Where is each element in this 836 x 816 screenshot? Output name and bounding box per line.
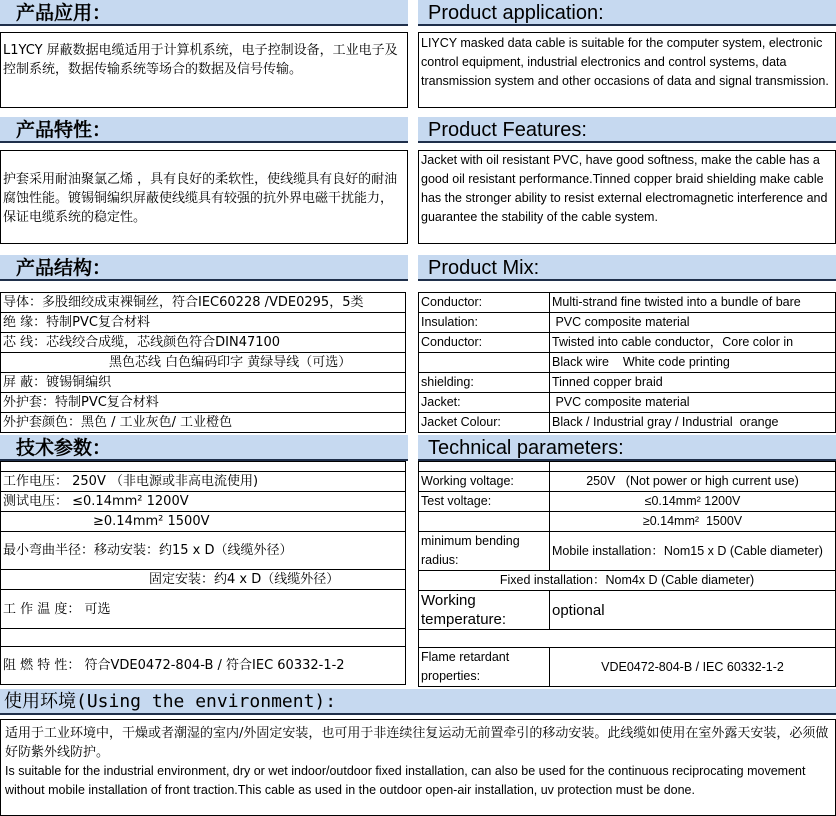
tech-en-value: Fixed installation：Nom4x D (Cable diameter) <box>419 571 836 591</box>
tech-en-value <box>550 462 836 472</box>
mix-en-value: Multi-strand fine twisted into a bundle of bare <box>550 293 836 313</box>
application-zh-text: L1YCY 屏蔽数据电缆适用于计算机系统，电子控制设备，工业电子及控制系统，数据传输系统等场合的数据及信号传输。 <box>0 32 408 108</box>
table-row <box>1 393 406 413</box>
table-row <box>1 333 406 353</box>
tech-zh-cell: 最小弯曲半径：移动安装：约15 x D（线缆外径） <box>1 532 406 570</box>
table-row <box>419 571 836 591</box>
table-row <box>1 590 406 629</box>
tech-en-value: ≤0.14mm² 1200V <box>550 492 836 512</box>
table-row <box>419 462 836 472</box>
tech-zh-cell: 固定安装：约4 x D（线缆外径） <box>1 570 406 590</box>
table-row <box>1 512 406 532</box>
environment-zh-text: 适用于工业环境中，干燥或者潮湿的室内/外固定安装，也可用于非连续往复运动无前置牵引的移动安装。此线缆如使用在室外露天安装，必须做好防紫外线防护。 <box>5 726 829 760</box>
tech-en-value <box>419 630 836 648</box>
tech-zh-cell: 工作电压： 250V （非电源或非高电流使用) <box>1 472 406 492</box>
mix-en-value: PVC composite material <box>550 393 836 413</box>
environment-en-text: Is suitable for the industrial environment, dry or wet indoor/outdoor fixed installation, can also be used for the continuous reciprocating movement without mobile installation of front traction.This cable as used in the outdoor open-air installation, uv protection must be done. <box>5 764 806 797</box>
mix-en-label: Conductor: <box>419 293 550 313</box>
features-en-heading: Product Features: <box>418 117 836 143</box>
mix-zh-cell: 芯 线：芯线绞合成缆，芯线颜色符合DIN47100 <box>1 333 406 353</box>
table-row <box>419 313 836 333</box>
mix-en-value: Tinned copper braid <box>550 373 836 393</box>
mix-zh-cell: 绝 缘：特制PVC复合材料 <box>1 313 406 333</box>
table-row <box>419 492 836 512</box>
table-row <box>1 472 406 492</box>
table-row <box>419 393 836 413</box>
table-row <box>419 413 836 433</box>
table-row <box>419 472 836 492</box>
tech-zh-table <box>0 461 406 685</box>
table-row <box>1 647 406 685</box>
tech-zh-cell: 阻 燃 特 性： 符合VDE0472-804-B / 符合IEC 60332-1-2 <box>1 647 406 685</box>
table-row <box>419 512 836 532</box>
mix-zh-cell: 屏 蔽：镀锡铜编织 <box>1 373 406 393</box>
table-row <box>419 373 836 393</box>
mix-zh-cell: 黑色芯线 白色编码印字 黄绿导线（可选） <box>1 353 406 373</box>
features-zh-text: 护套采用耐油聚氯乙烯 ，具有良好的柔软性，使线缆具有良好的耐油腐蚀性能。镀锡铜编织屏蔽使线缆具有较强的抗外界电磁干扰能力，保证电缆系统的稳定性。 <box>0 150 408 244</box>
tech-en-label: minimum bending radius: <box>419 532 550 571</box>
tech-zh-cell <box>1 629 406 647</box>
tech-zh-cell: 测试电压： ≤0.14mm² 1200V <box>1 492 406 512</box>
table-row <box>1 293 406 313</box>
table-row <box>419 532 836 571</box>
environment-heading: 使用环境(Using the environment): <box>0 689 836 715</box>
mix-zh-cell: 外护套颜色：黑色 / 工业灰色/ 工业橙色 <box>1 413 406 433</box>
mix-en-value: Black / Industrial gray / Industrial orange <box>550 413 836 433</box>
table-row <box>419 293 836 313</box>
mix-en-heading: Product Mix: <box>418 255 836 281</box>
tech-en-label: Test voltage: <box>419 492 550 512</box>
features-zh-heading: 产品特性： <box>0 117 408 143</box>
tech-en-value: 250V (Not power or high current use) <box>550 472 836 492</box>
tech-en-label <box>419 512 550 532</box>
table-row <box>419 648 836 687</box>
table-row <box>1 570 406 590</box>
mix-en-label: shielding: <box>419 373 550 393</box>
table-row <box>1 629 406 647</box>
tech-en-value: optional <box>550 591 836 630</box>
table-row <box>419 353 836 373</box>
mix-en-value: Twisted into cable conductor，Core color in <box>550 333 836 353</box>
table-row <box>1 492 406 512</box>
mix-en-label <box>419 353 550 373</box>
tech-en-value: Mobile installation：Nom15 x D (Cable diameter) <box>550 532 836 571</box>
application-en-heading: Product application: <box>418 0 836 26</box>
tech-en-value: ≥0.14mm² 1500V <box>550 512 836 532</box>
tech-en-table <box>418 461 836 687</box>
mix-en-value: PVC composite material <box>550 313 836 333</box>
table-row <box>1 413 406 433</box>
tech-en-label <box>419 462 550 472</box>
table-row <box>1 532 406 570</box>
tech-zh-cell: 工 作 温 度： 可选 <box>1 590 406 629</box>
table-row <box>419 333 836 353</box>
mix-zh-table <box>0 292 406 433</box>
mix-en-label: Conductor: <box>419 333 550 353</box>
mix-en-label: Insulation: <box>419 313 550 333</box>
application-zh-heading: 产品应用： <box>0 0 408 26</box>
table-row <box>1 353 406 373</box>
application-en-text: LIYCY masked data cable is suitable for the computer system, electronic control equipment, industrial electronics and control systems, data transmission system and other occasions of data and signal transmission. <box>418 32 836 108</box>
table-row <box>419 591 836 630</box>
table-row <box>1 373 406 393</box>
tech-en-label: Flame retardant properties: <box>419 648 550 687</box>
mix-en-value: Black wire White code printing <box>550 353 836 373</box>
tech-en-heading: Technical parameters: <box>418 435 836 461</box>
tech-en-label: Working temperature: <box>419 591 550 630</box>
tech-en-value: VDE0472-804-B / IEC 60332-1-2 <box>550 648 836 687</box>
table-row <box>1 313 406 333</box>
table-row <box>1 462 406 472</box>
mix-zh-cell: 导体：多股细绞成束裸铜丝，符合IEC60228 /VDE0295，5类 <box>1 293 406 313</box>
tech-zh-cell <box>1 462 406 472</box>
mix-zh-cell: 外护套：特制PVC复合材料 <box>1 393 406 413</box>
mix-zh-heading: 产品结构： <box>0 255 408 281</box>
mix-en-label: Jacket Colour: <box>419 413 550 433</box>
tech-zh-cell: ≥0.14mm² 1500V <box>1 512 406 532</box>
table-row <box>419 630 836 648</box>
mix-en-table <box>418 292 836 433</box>
features-en-text: Jacket with oil resistant PVC, have good softness, make the cable has a good oil resistant performance.Tinned copper braid shielding make cable has the stronger ability to resist external electromagnetic interference and guarantee the stability of the cable system. <box>418 150 836 244</box>
tech-en-label: Working voltage: <box>419 472 550 492</box>
environment-box <box>0 719 836 816</box>
mix-en-label: Jacket: <box>419 393 550 413</box>
tech-zh-heading: 技术参数： <box>0 435 408 461</box>
